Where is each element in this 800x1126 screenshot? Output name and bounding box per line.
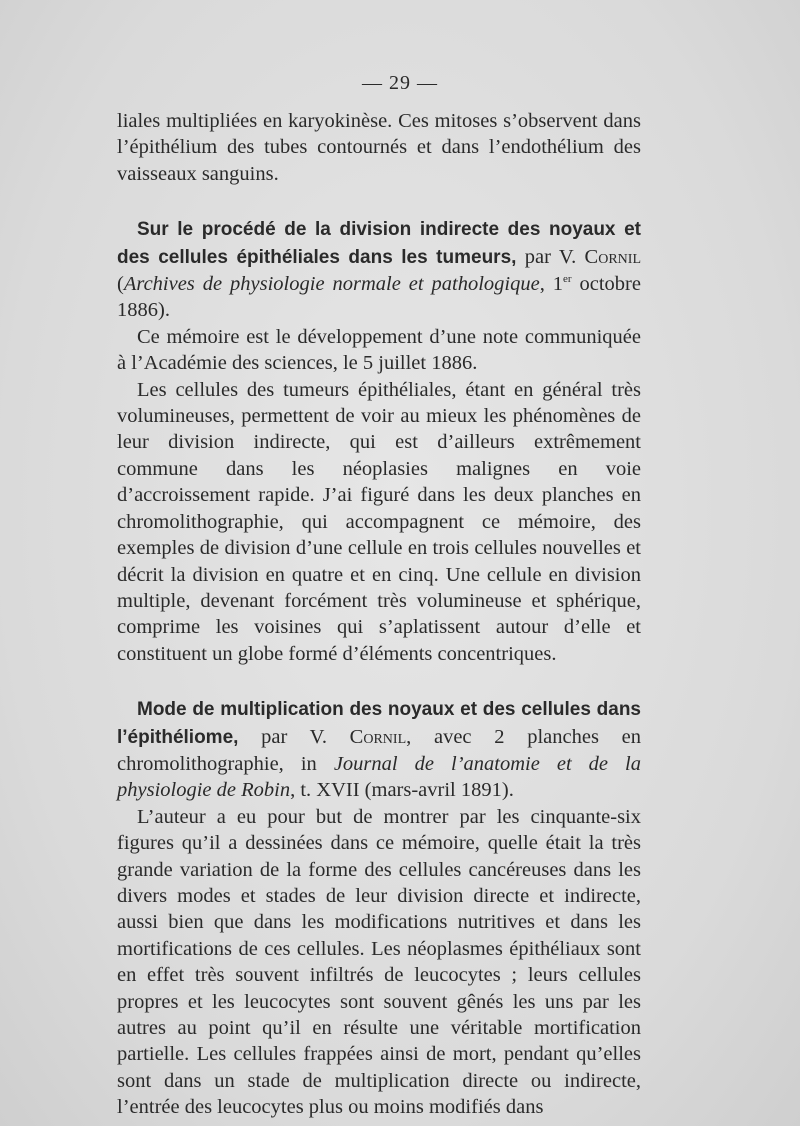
section-1-par: par V. — [516, 245, 585, 268]
section-1-paragraph-2: Les cellules des tumeurs épithéliales, étant en général très volumineuses, permettent de voir au mieux les phénomènes de leur division indirecte, qui est d’ailleurs extrêmement commune dans les néoplasies malignes en voie d’accroissement rapide. J’ai figuré dans les deux planches en chromolithographie, qui accompagnent ce mémoire, des exemples de division d’une cellule en trois cellules nouvelles et décrit la division en quatre et en cinq. Une cellule en division multiple, devenant forcément très volumineuse et sphérique, comprime les voisines qui s’aplatissent autour d’elle et constituent un globe formé d’éléments concentriques. — [117, 378, 641, 665]
section-1-date: octobre 1886). — [117, 273, 641, 322]
body-text — [117, 108, 641, 1121]
section-2-paragraph-1: L’auteur a eu pour but de montrer par les cinquante-six figures qu’il a dessinées dans ce mémoire, quelle était la très grande variation de la forme des cellules cancéreuses dans les divers modes et stades de leur division directe et indirecte, aussi bien que dans les modifications nutritives et dans les mortifications de ces cellules. Les néoplasmes épithéliaux sont en effet très souvent infiltrés de leucocytes ; leurs cellules propres et les leucocytes sont souvent gênés les uns par les autres au point qu’il en résulte une véritable mortification partielle. Les cellules frappées ainsi de mort, pendant qu’elles sont dans un stade de multiplication directe ou indirecte, l’entrée des leucocytes plus ou moins modifiés dans — [117, 805, 641, 1119]
section-2-title: Mode de multiplication des noyaux et des cellules dans l’épithéliome, — [117, 699, 641, 748]
section-1-day-sup: er — [563, 273, 572, 286]
section-1-journal: Archives de physiologie normale et pathologique — [123, 273, 540, 296]
section-2-tail: , t. XVII (mars-avril 1891). — [290, 779, 514, 802]
paragraph-continuation: liales multipliées en karyokinèse. Ces mitoses s’observent dans l’épithélium des tubes contournés et dans l’endothélium des vaisseaux sanguins. — [117, 110, 641, 185]
page-number: — 29 — — [362, 72, 438, 94]
section-1-open-paren: ( — [117, 273, 124, 296]
section-2-author: Cornil — [349, 725, 407, 748]
section-1-author: Cornil — [584, 245, 641, 268]
section-1-comma: , — [539, 273, 553, 296]
section-2-journal: Journal de l’anatomie et de la physiologie de Robin — [117, 752, 641, 802]
section-2-entry — [117, 696, 641, 804]
section-2-after-author: , avec 2 planches en chromolithographie, in — [117, 725, 641, 775]
section-1-title: Sur le procédé de la division indirecte des noyaux et des cellules épithéliales dans les tumeurs, — [117, 219, 641, 268]
section-1-entry — [117, 216, 641, 324]
section-1-paragraph-1: Ce mémoire est le développement d’une note communiquée à l’Académie des sciences, le 5 juillet 1886. — [117, 325, 641, 375]
section-2-par: par V. — [238, 725, 350, 748]
section-1-day: 1 — [552, 273, 564, 296]
